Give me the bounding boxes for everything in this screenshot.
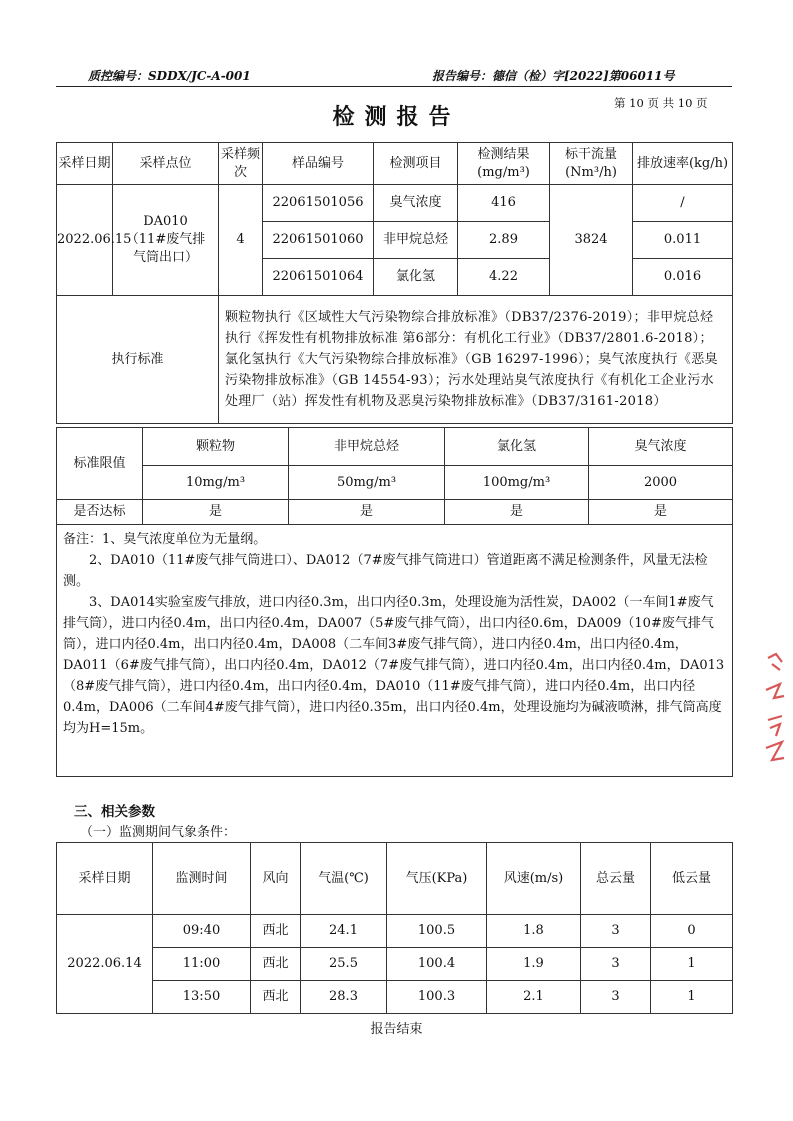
- limits-table: [56, 427, 733, 777]
- limit-value: 50mg/m³: [289, 466, 445, 500]
- header-rate: 排放速率(kg/h): [633, 143, 733, 185]
- w-temp: 25.5: [301, 948, 387, 981]
- test-result: 416: [458, 185, 550, 222]
- comply-value: 是: [445, 500, 589, 525]
- emission-rate: 0.011: [633, 222, 733, 259]
- seal-stamp-icon: [760, 650, 790, 770]
- w-time: 09:40: [153, 915, 251, 948]
- w-total-cloud: 3: [581, 948, 651, 981]
- sample-no: 22061501056: [263, 185, 374, 222]
- header-sample-no: 样品编号: [263, 143, 374, 185]
- sample-freq: 4: [219, 185, 263, 296]
- emission-rate: 0.016: [633, 259, 733, 296]
- header-freq: 采样频次: [219, 143, 263, 185]
- w-wind-speed: 1.8: [487, 915, 581, 948]
- limit-value: 10mg/m³: [143, 466, 289, 500]
- report-end: 报告结束: [370, 1022, 423, 1037]
- weather-date: 2022.06.14: [57, 915, 153, 1014]
- w-temp: 24.1: [301, 915, 387, 948]
- sample-date: 2022.06.15: [57, 185, 113, 296]
- limit-item: 臭气浓度: [589, 428, 733, 466]
- w-header-wind-speed: 风速(m/s): [487, 843, 581, 915]
- test-item: 氯化氢: [374, 259, 458, 296]
- header-item: 检测项目: [374, 143, 458, 185]
- sample-no: 22061501064: [263, 259, 374, 296]
- page-number: 第 10 页 共 10 页: [614, 96, 708, 110]
- w-header-wind-dir: 风向: [251, 843, 301, 915]
- report-number: 报告编号：德信（检）字[2022]第06011号: [432, 69, 675, 83]
- w-wind-dir: 西北: [251, 915, 301, 948]
- w-wind-dir: 西北: [251, 948, 301, 981]
- note-3: 3、DA014实验室废气排放，进口内径0.3m，出口内径0.3m，处理设施为活性炭，DA002（一车间1#废气排气筒），进口内径0.4m，出口内径0.4m，DA007（5#废气排气筒），出口内径0.6m，DA009（10#废气排气筒），进口内径0.4m，出口内径0.4m，DA008（二车间3#废气排气筒），进口内径0.4m，出口内径0.4m，DA011（6#废气排气筒），出口内径0.4m，DA012（7#废气排气筒），进口内径0.4m，出口内径0.4m，DA013（8#废气排气筒），进口内径0.4m，出口内径0.4m，DA010（11#废气排气筒），进口内径0.4m，出口内径0.4m，DA006（二车间4#废气排气筒），进口内径0.35m，出口内径0.4m，处理设施均为碱液喷淋，排气筒高度均为H=15m。: [63, 595, 725, 736]
- comply-label: 是否达标: [57, 500, 143, 525]
- w-total-cloud: 3: [581, 981, 651, 1014]
- limit-value: 100mg/m³: [445, 466, 589, 500]
- w-pressure: 100.5: [387, 915, 487, 948]
- w-header-date: 采样日期: [57, 843, 153, 915]
- limit-item: 氯化氢: [445, 428, 589, 466]
- page-title: 检测报告: [332, 104, 461, 130]
- emission-rate: /: [633, 185, 733, 222]
- results-table: [56, 142, 733, 424]
- note-1: 备注：1、臭气浓度单位为无量纲。: [63, 532, 267, 547]
- w-low-cloud: 1: [651, 948, 733, 981]
- w-header-temp: 气温(℃): [301, 843, 387, 915]
- w-time: 11:00: [153, 948, 251, 981]
- w-header-pressure: 气压(KPa): [387, 843, 487, 915]
- test-item: 非甲烷总烃: [374, 222, 458, 259]
- standard-text: 颗粒物执行《区域性大气污染物综合排放标准》（DB37/2376-2019）；非甲烷总烃执行《挥发性有机物排放标准 第6部分：有机化工行业》（DB37/2801.6-2018）；氯化氢执行《大气污染物综合排放标准》（GB 16297-1996）；臭气浓度执行《恶臭污染物排放标准》（GB 14554-93）；污水处理站臭气浓度执行《有机化工企业污水处理厂（站）挥发性有机物及恶臭污染物排放标准》（DB37/3161-2018）: [219, 296, 733, 424]
- limit-item: 颗粒物: [143, 428, 289, 466]
- w-wind-speed: 2.1: [487, 981, 581, 1014]
- w-wind-speed: 1.9: [487, 948, 581, 981]
- limit-label: 标准限值: [57, 428, 143, 500]
- header-divider: [56, 86, 732, 87]
- comply-value: 是: [143, 500, 289, 525]
- test-result: 4.22: [458, 259, 550, 296]
- w-header-time: 监测时间: [153, 843, 251, 915]
- header-flow: 标干流量(Nm³/h): [550, 143, 633, 185]
- sample-point: DA010（11#废气排气筒出口）: [113, 185, 219, 296]
- w-time: 13:50: [153, 981, 251, 1014]
- comply-value: 是: [289, 500, 445, 525]
- note-2: 2、DA010（11#废气排气筒进口）、DA012（7#废气排气筒进口）管道距离不满足检测条件，风量无法检测。: [63, 553, 708, 589]
- w-pressure: 100.3: [387, 981, 487, 1014]
- w-low-cloud: 1: [651, 981, 733, 1014]
- w-low-cloud: 0: [651, 915, 733, 948]
- notes: [57, 525, 733, 777]
- w-total-cloud: 3: [581, 915, 651, 948]
- qc-number: 质控编号：SDDX/JC-A-001: [88, 69, 251, 83]
- w-temp: 28.3: [301, 981, 387, 1014]
- dry-flow: 3824: [550, 185, 633, 296]
- test-result: 2.89: [458, 222, 550, 259]
- test-item: 臭气浓度: [374, 185, 458, 222]
- w-pressure: 100.4: [387, 948, 487, 981]
- limit-value: 2000: [589, 466, 733, 500]
- header-result: 检测结果(mg/m³): [458, 143, 550, 185]
- w-header-total-cloud: 总云量: [581, 843, 651, 915]
- weather-table: [56, 842, 733, 1014]
- header-date: 采样日期: [57, 143, 113, 185]
- comply-value: 是: [589, 500, 733, 525]
- section-title: 三、相关参数: [74, 804, 155, 820]
- standard-label: 执行标准: [57, 296, 219, 424]
- header-point: 采样点位: [113, 143, 219, 185]
- w-header-low-cloud: 低云量: [651, 843, 733, 915]
- w-wind-dir: 西北: [251, 981, 301, 1014]
- section-subtitle: （一）监测期间气象条件：: [80, 825, 237, 840]
- sample-no: 22061501060: [263, 222, 374, 259]
- limit-item: 非甲烷总烃: [289, 428, 445, 466]
